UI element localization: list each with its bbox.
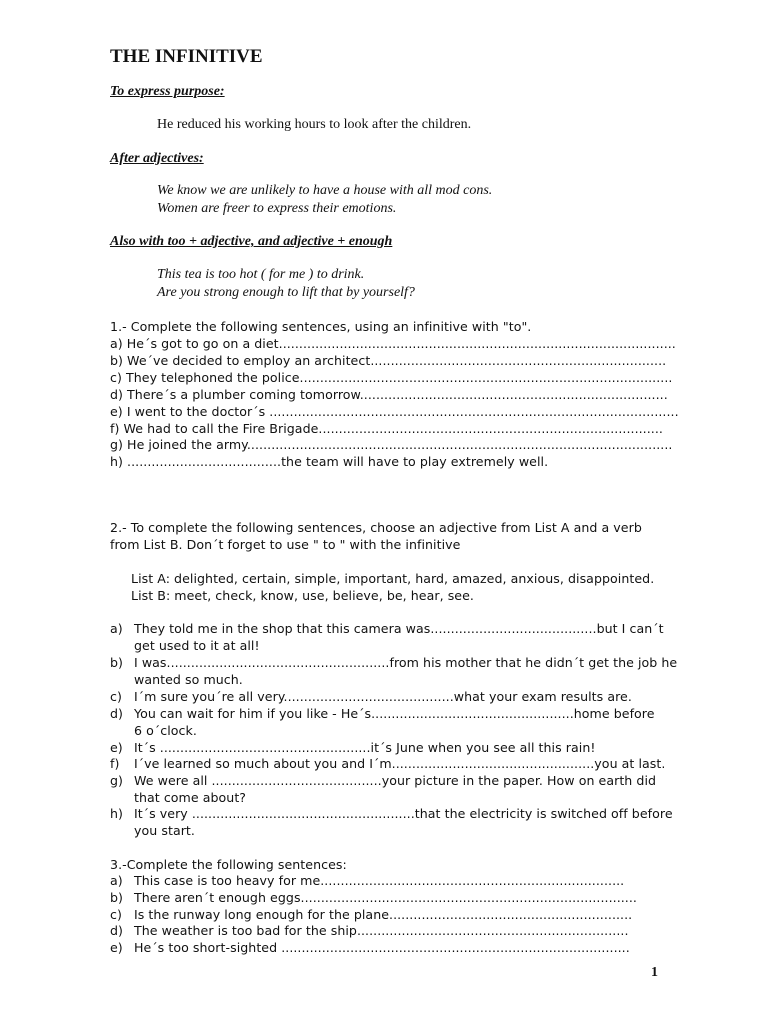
exercise1-item: h) ......................................the team will have to play extremely well. <box>110 454 549 469</box>
item-text: It´s very .......................................................that the electricity is switched off before <box>134 806 673 821</box>
exercise2-list-a: List A: delighted, certain, simple, important, hard, amazed, anxious, disappointed. <box>131 571 655 586</box>
item-marker: a) <box>110 621 123 636</box>
heading-adjectives: After adjectives: <box>110 151 204 166</box>
item-text: Is the runway long enough for the plane............................................................ <box>134 907 633 922</box>
exercise2-item <box>110 773 656 788</box>
exercise2-instruction: from List B. Don´t forget to use " to " with the infinitive <box>110 537 461 552</box>
item-text: It´s ....................................................it´s June when you see all this rain! <box>134 740 596 755</box>
exercise2-item <box>110 655 677 670</box>
exercise3-item <box>110 940 630 955</box>
example-adjectives-2: Women are freer to express their emotions. <box>157 201 397 216</box>
exercise1-instruction: 1.- Complete the following sentences, using an infinitive with "to". <box>110 319 532 334</box>
exercise2-instruction: 2.- To complete the following sentences, choose an adjective from List A and a verb <box>110 520 642 535</box>
exercise2-item-continuation: that come about? <box>134 790 247 805</box>
heading-purpose: To express purpose: <box>110 84 225 99</box>
exercise2-item <box>110 706 655 721</box>
example-too-enough-2: Are you strong enough to lift that by yourself? <box>157 285 415 300</box>
item-text: This case is too heavy for me........................................................................... <box>134 873 625 888</box>
example-adjectives-1: We know we are unlikely to have a house with all mod cons. <box>157 183 493 198</box>
exercise2-item-continuation: wanted so much. <box>134 672 243 687</box>
item-marker: g) <box>110 773 124 788</box>
exercise3-instruction: 3.-Complete the following sentences: <box>110 857 347 872</box>
exercise3-item <box>110 873 624 888</box>
exercise1-item: b) We´ve decided to employ an architect......................................................................... <box>110 353 667 368</box>
item-marker: e) <box>110 940 123 955</box>
exercise3-item <box>110 907 632 922</box>
item-marker: d) <box>110 706 124 721</box>
exercise1-item: g) He joined the army......................................................................................................... <box>110 437 673 452</box>
heading-too-enough: Also with too + adjective, and adjective + enough <box>110 234 393 249</box>
item-text: They told me in the shop that this camera was.........................................but I can´t <box>134 621 664 636</box>
item-text: I´m sure you´re all very..........................................what your exam results are. <box>134 689 632 704</box>
exercise2-item <box>110 740 595 755</box>
exercise3-item <box>110 923 629 938</box>
exercise1-item: c) They telephoned the police............................................................................................ <box>110 370 673 385</box>
exercise2-item <box>110 689 632 704</box>
item-marker: h) <box>110 806 123 821</box>
item-text: We were all ..........................................your picture in the paper. How on earth did <box>134 773 657 788</box>
exercise2-item <box>110 756 665 771</box>
exercise1-item: e) I went to the doctor´s ..................................................................................................... <box>110 404 679 419</box>
item-marker: b) <box>110 655 124 670</box>
exercise1-item: a) He´s got to go on a diet.................................................................................................. <box>110 336 676 351</box>
item-marker: c) <box>110 907 122 922</box>
item-text: The weather is too bad for the ship................................................................... <box>134 923 629 938</box>
item-marker: a) <box>110 873 123 888</box>
exercise2-item <box>110 621 664 636</box>
page-number: 1 <box>651 965 658 980</box>
exercise3-item <box>110 890 637 905</box>
item-marker: b) <box>110 890 124 905</box>
exercise1-item: f) We had to call the Fire Brigade..................................................................................... <box>110 421 663 436</box>
page-title: THE INFINITIVE <box>110 46 263 67</box>
exercise1-item: d) There´s a plumber coming tomorrow............................................................................ <box>110 387 668 402</box>
exercise2-item-continuation: 6 o´clock. <box>134 723 197 738</box>
example-too-enough-1: This tea is too hot ( for me ) to drink. <box>157 267 365 282</box>
exercise2-item-continuation: you start. <box>134 823 195 838</box>
item-marker: d) <box>110 923 124 938</box>
example-purpose: He reduced his working hours to look after the children. <box>157 117 472 132</box>
exercise2-item <box>110 806 673 821</box>
item-text: I´ve learned so much about you and I´m..................................................you at last. <box>134 756 666 771</box>
item-text: He´s too short-sighted ...................................................................................... <box>134 940 630 955</box>
item-marker: c) <box>110 689 122 704</box>
item-text: There aren´t enough eggs................................................................................... <box>134 890 637 905</box>
item-text: I was.......................................................from his mother that he didn´t get the job he <box>134 655 678 670</box>
item-text: You can wait for him if you like - He´s..................................................home before <box>134 706 655 721</box>
exercise2-item-continuation: get used to it at all! <box>134 638 260 653</box>
item-marker: f) <box>110 756 120 771</box>
exercise2-list-b: List B: meet, check, know, use, believe, be, hear, see. <box>131 588 474 603</box>
item-marker: e) <box>110 740 123 755</box>
